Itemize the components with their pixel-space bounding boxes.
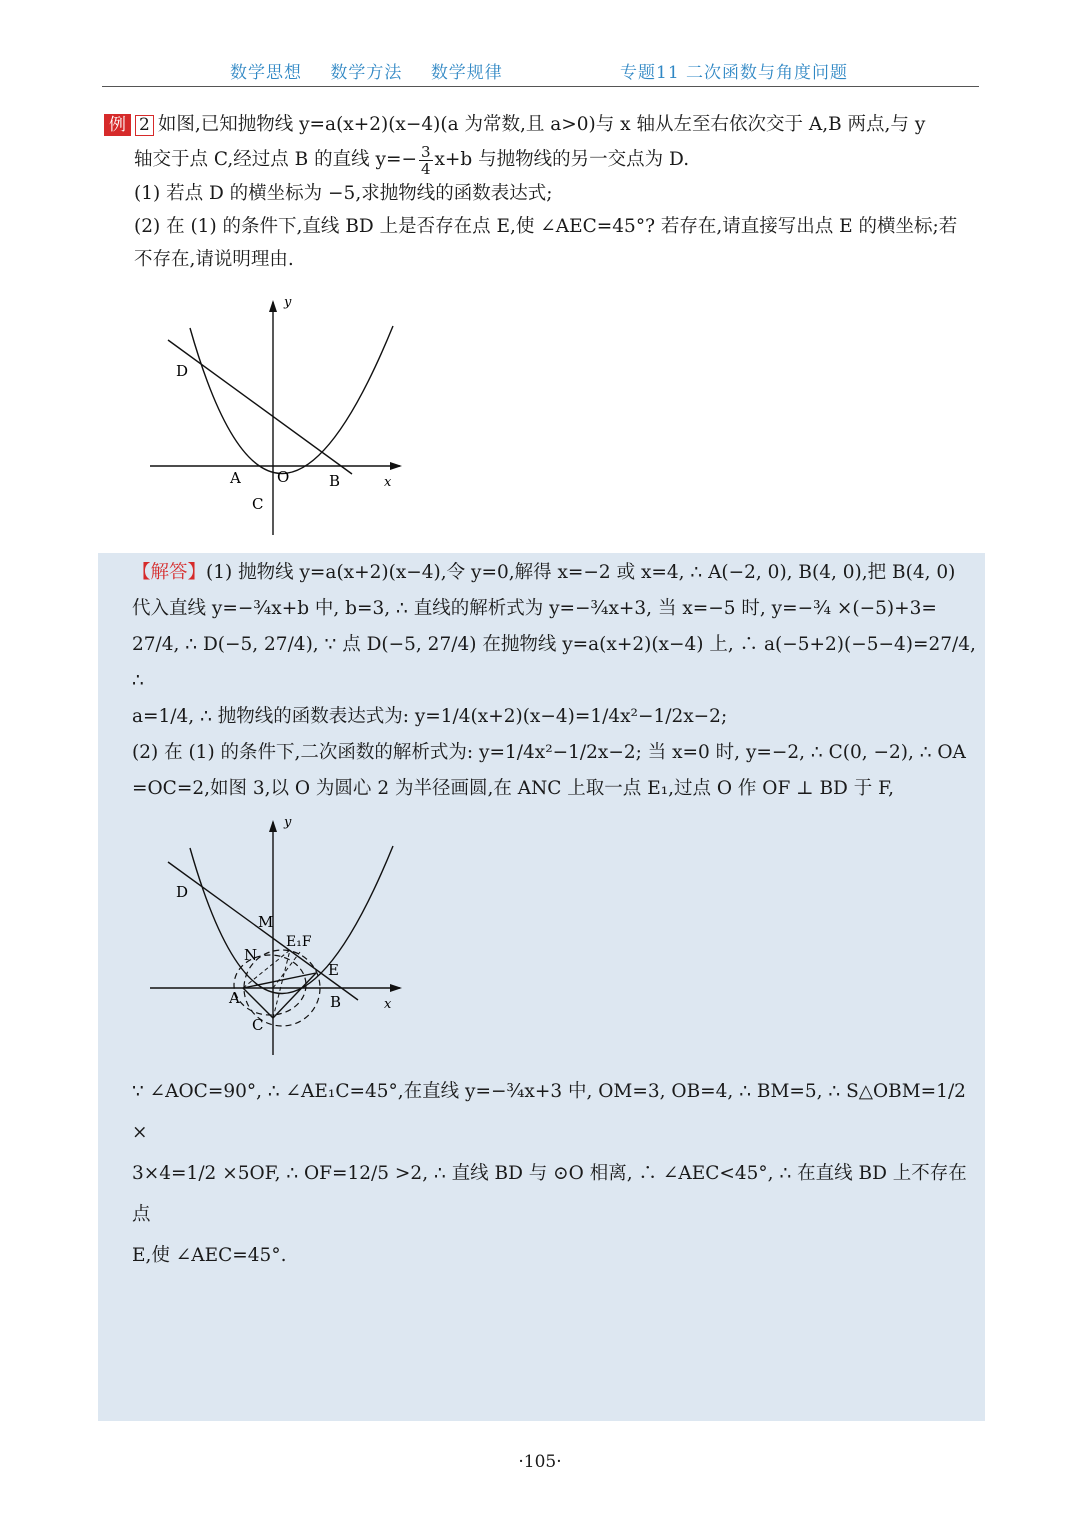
label-o: O xyxy=(277,468,290,486)
label-y: y xyxy=(284,295,292,310)
solution-line: a=1/4, ∴ 抛物线的函数表达式为: y=1/4(x+2)(x−4)=1/4x²−1/2x−2; xyxy=(132,706,728,727)
circle-aux xyxy=(234,955,306,1015)
example-tag: 例 xyxy=(104,114,131,136)
parabola xyxy=(190,326,393,474)
question-2-cont: 不存在,请说明理由. xyxy=(134,248,294,270)
solution-line: =OC=2,如图 3,以 O 为圆心 2 为半径画圆,在 ANC 上取一点 E₁,过点 O 作 OF ⊥ BD 于 F, xyxy=(132,778,894,799)
figure-2 xyxy=(140,810,420,1060)
solution-text-span: (1) 抛物线 y=a(x+2)(x−4),令 y=0,解得 x=−2 或 x=4, ∴ A(−2, 0), B(4, 0),把 B(4, 0) xyxy=(206,562,956,583)
fraction xyxy=(419,144,433,177)
label-d: D xyxy=(176,362,189,380)
header-left xyxy=(230,58,525,83)
solution-line: E,使 ∠AEC=45°. xyxy=(132,1245,287,1266)
label-n: N xyxy=(244,946,258,964)
numerator: 3 xyxy=(420,142,431,161)
label-d: D xyxy=(176,883,189,901)
header-item: 数学方法 xyxy=(330,63,403,83)
header-topic: 专题11 二次函数与角度问题 xyxy=(620,63,849,83)
seg-of xyxy=(273,952,300,988)
page-header xyxy=(0,58,1080,88)
solution-line: 3×4=1/2 ×5OF, ∴ OF=12/5 >2, ∴ 直线 BD 与 ⊙O 相离, ∴ ∠AEC<45°, ∴ 在直线 BD 上不存在点 xyxy=(132,1163,967,1225)
example-number: 2 xyxy=(135,115,154,136)
problem-text: 如图,已知抛物线 y=a(x+2)(x−4)(a 为常数,且 a>0)与 x 轴从左至右依次交于 A,B 两点,与 y xyxy=(157,114,926,135)
label-y: y xyxy=(284,815,292,830)
question-1: (1) 若点 D 的横坐标为 −5,求抛物线的函数表达式; xyxy=(134,182,553,204)
label-m: M xyxy=(258,913,274,931)
label-c: C xyxy=(252,495,264,513)
figure-1 xyxy=(140,290,420,540)
line-bd xyxy=(168,862,358,1000)
header-item: 数学思想 xyxy=(230,63,302,83)
parabola xyxy=(190,846,393,994)
question-2: (2) 在 (1) 的条件下,直线 BD 上是否存在点 E,使 ∠AEC=45°? 若存在,请直接写出点 E 的横坐标;若 xyxy=(134,215,958,237)
label-a: A xyxy=(230,469,241,487)
label-c: C xyxy=(252,1016,264,1034)
problem-line-1 xyxy=(104,108,982,141)
seg-ce1 xyxy=(273,950,290,1018)
label-e1f: E₁F xyxy=(286,934,312,950)
line-bd xyxy=(168,340,352,474)
label-x: x xyxy=(384,997,392,1012)
header-item: 数学规律 xyxy=(430,63,503,83)
problem-line-2 xyxy=(104,143,982,177)
solution-text xyxy=(132,555,978,807)
denominator: 4 xyxy=(420,159,431,178)
problem-text: 轴交于点 C,经过点 B 的直线 y=− xyxy=(134,149,417,170)
x-arrow xyxy=(390,462,402,470)
page-number: ·105· xyxy=(518,1452,562,1472)
x-arrow xyxy=(390,984,402,992)
solution-label: 【解答】 xyxy=(132,562,207,583)
problem-statement xyxy=(104,108,982,276)
solution-line: 代入直线 y=−¾x+b 中, b=3, ∴ 直线的解析式为 y=−¾x+3, 当 x=−5 时, y=−¾ ×(−5)+3= xyxy=(132,598,937,619)
label-b: B xyxy=(329,472,341,490)
header-divider xyxy=(102,86,979,87)
solution-line: (2) 在 (1) 的条件下,二次函数的解析式为: y=1/4x²−1/2x−2; 当 x=0 时, y=−2, ∴ C(0, −2), ∴ OA xyxy=(132,742,966,763)
y-arrow xyxy=(269,820,277,832)
solution-line xyxy=(132,555,978,591)
label-x: x xyxy=(384,475,392,490)
label-a: A xyxy=(229,989,240,1007)
solution-text-part-2 xyxy=(132,1071,978,1276)
label-b: B xyxy=(330,993,342,1011)
label-e: E xyxy=(328,961,339,979)
problem-text: x+b 与抛物线的另一交点为 D. xyxy=(434,149,690,170)
y-arrow xyxy=(269,300,277,312)
solution-line: 27/4, ∴ D(−5, 27/4), ∵ 点 D(−5, 27/4) 在抛物线 y=a(x+2)(x−4) 上, ∴ a(−5+2)(−5−4)=27/4, ∴ xyxy=(132,634,976,691)
solution-line: ∵ ∠AOC=90°, ∴ ∠AE₁C=45°,在直线 y=−¾x+3 中, OM=3, OB=4, ∴ BM=5, ∴ S△OBM=1/2 × xyxy=(132,1081,966,1143)
